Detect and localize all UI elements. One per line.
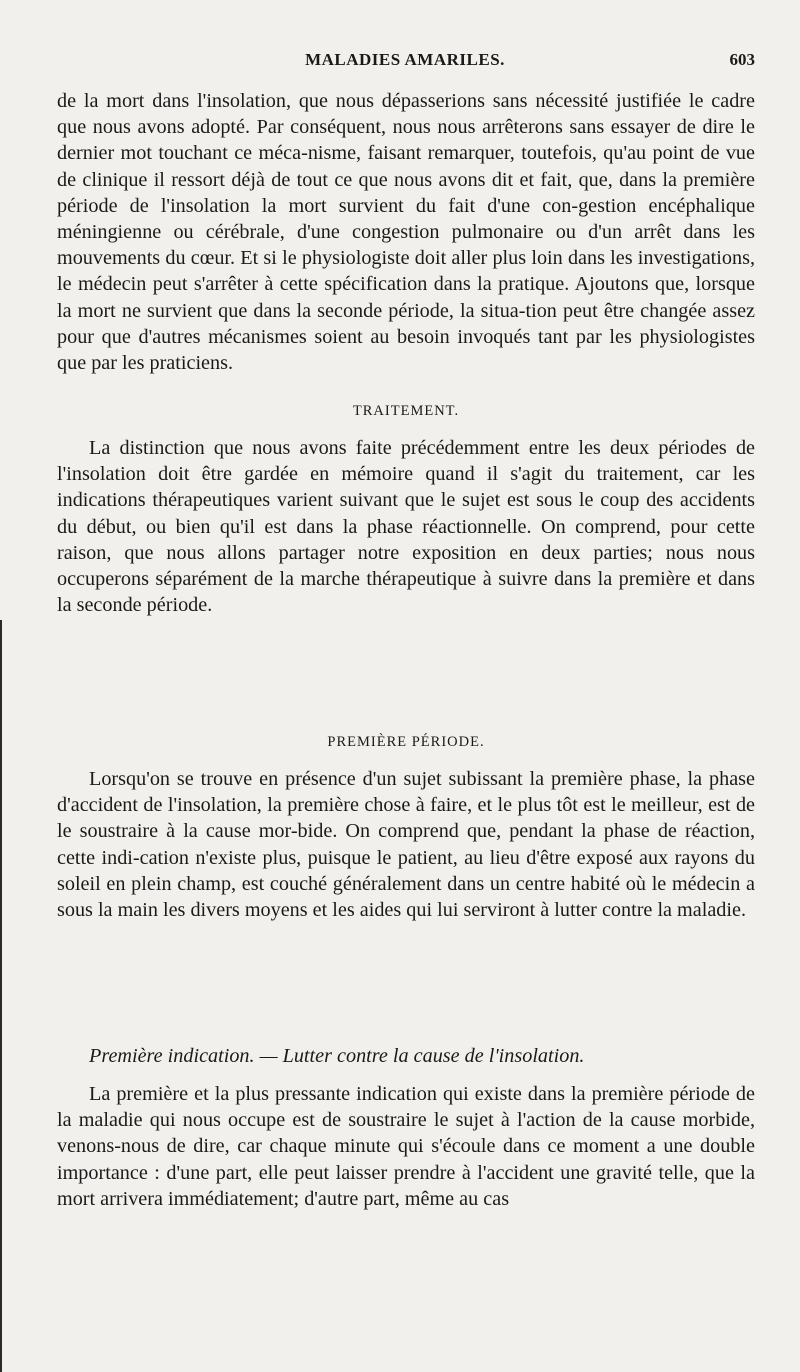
running-title: MALADIES AMARILES.: [305, 50, 505, 69]
subsection-heading-premiere-indication: Première indication. — Lutter contre la cause de l'insolation.: [89, 1045, 585, 1067]
paragraph-text: La distinction que nous avons faite précédemment entre les deux périodes de l'insolation doit être gardée en mémoire quand il s'agit du traitement, car les indications thérapeutiques varient suivant que le sujet est sous le coup des accidents du début, ou bien qu'il est dans la phase réactionnelle. On comprend, pour cette raison, que nous allons partager notre exposition en deux parties; nous nous occuperons séparément de la marche thérapeutique à suivre dans la première et dans la seconde période.: [57, 437, 755, 617]
page-number: 603: [729, 50, 755, 69]
paragraph-text: La première et la plus pressante indication qui existe dans la première période de la maladie qui nous occupe est de soustraire le sujet à l'action de la cause morbide, venons-nous de dire, car chaque minute qui s'écoule dans ce moment a une double importance : d'une part, elle peut laisser prendre à l'accident une gravité telle, que la mort arrivera immédiatement; d'autre part, même au cas: [57, 1083, 755, 1210]
running-header: [55, 50, 755, 76]
section-heading-traitement: TRAITEMENT.: [352, 403, 460, 419]
paragraph-text: de la mort dans l'insolation, que nous dépasserions sans nécessité justifiée le cadre que nous avons adopté. Par conséquent, nous nous arrêterons sans essayer de dire le dernier mot touchant ce méca-nisme, faisant remarquer, toutefois, qu'au point de vue de clinique il ressort déjà de tout ce que nous avons dit et fait, que, dans la première période de l'insolation la mort survient du fait d'une con-gestion encéphalique méningienne ou cérébrale, d'une congestion pulmonaire ou d'un arrêt dans les mouvements du cœur. Et si le physiologiste doit aller plus loin dans les investigations, le médecin peut s'arrêter à cette spécification dans la pratique. Ajoutons que, lorsque la mort ne survient que dans la seconde période, la situa-tion peut être changée assez pour que d'autres mécanismes soient au besoin invoqués tant par les physiologistes que par les praticiens.: [57, 90, 755, 375]
page-edge-shadow: [0, 620, 6, 1372]
paragraph-premiere-indication: [57, 1081, 755, 1212]
paragraph-text: Lorsqu'on se trouve en présence d'un sujet subissant la première phase, la phase d'accident de l'insolation, la première chose à faire, et le plus tôt est le meilleur, est de le soustraire à la cause mor-bide. On comprend que, pendant la phase de réaction, cette indi-cation n'existe plus, puisque le patient, au lieu d'être exposé aux rayons du soleil en plein champ, est couché généralement dans un centre habité où le médecin a sous la main les divers moyens et les aides qui lui serviront à lutter contre la maladie.: [57, 768, 755, 922]
paragraph-traitement: [57, 435, 755, 618]
paragraph-premiere-periode: [57, 766, 755, 923]
paragraph-intro: [57, 88, 755, 376]
section-heading-premiere-periode: PREMIÈRE PÉRIODE.: [327, 734, 485, 750]
